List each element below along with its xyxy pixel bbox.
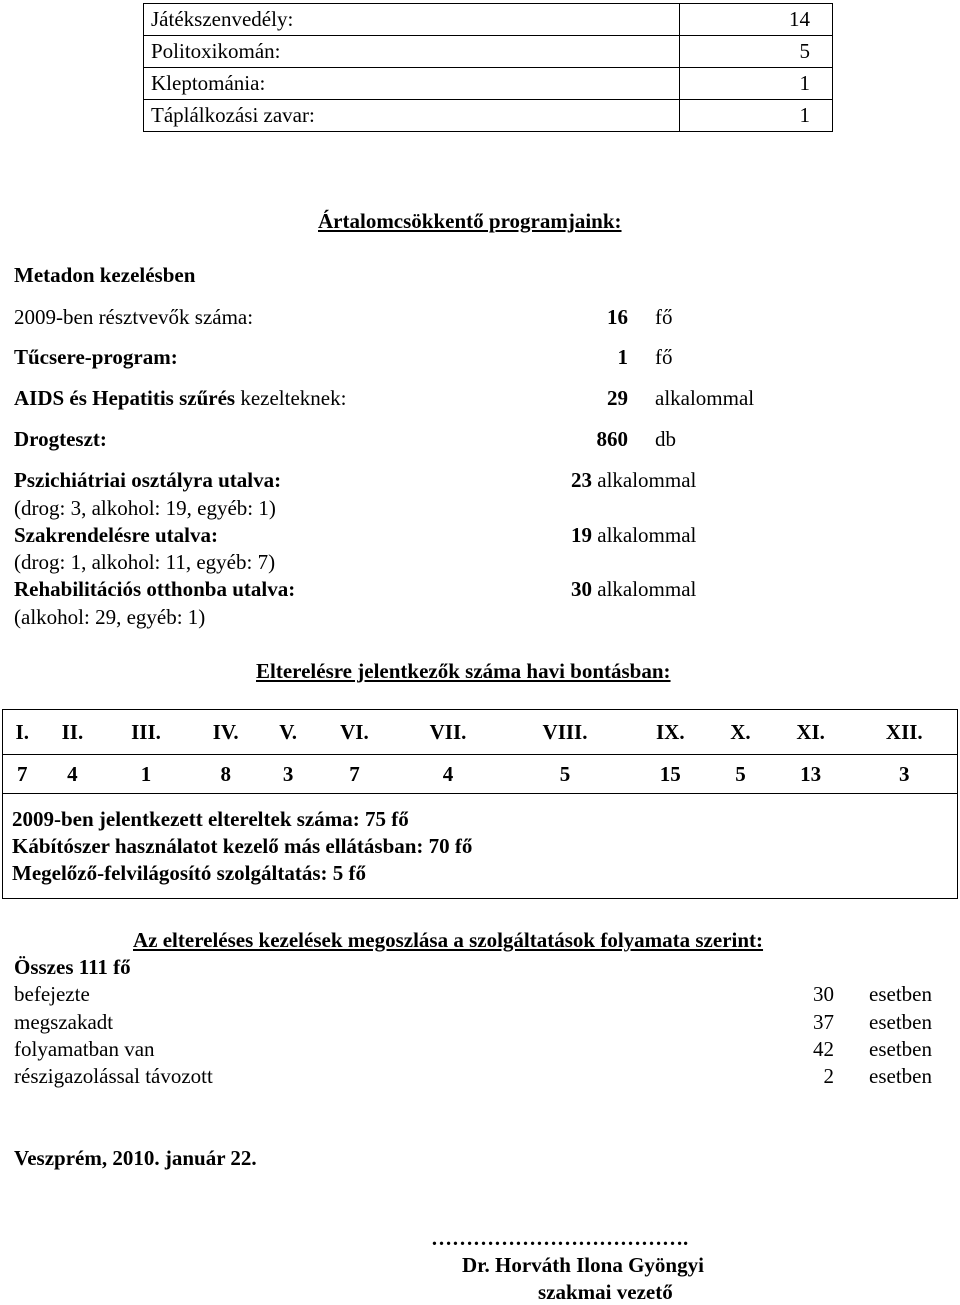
needle-exchange-value: 1 [617,345,628,369]
list-item [14,1064,932,1091]
list-item [14,982,932,1009]
needle-exchange-label: Tűcsere-program: [14,345,178,369]
participants-value: 16 [607,305,628,329]
month-label: II. [61,719,84,744]
row-label: Játékszenvedély: [144,4,680,36]
month-label: III. [131,719,161,744]
month-label: V. [279,719,297,744]
month-count-row [3,755,957,794]
month-count: 4 [395,755,500,794]
place-date: Veszprém, 2010. január 22. [14,1146,257,1170]
distribution-total: Összes 111 fő [14,955,131,979]
distribution-label: befejezte [14,982,90,1006]
monthly-breakdown-box [2,709,958,899]
drug-test-value: 860 [596,427,628,451]
addiction-type-table [143,3,833,132]
psychiatric-referral-label: Pszichiátriai osztályra utalva: [14,468,282,492]
distribution-label: részigazolással távozott [14,1064,213,1088]
month-count: 1 [103,755,188,794]
screening-label [14,386,346,411]
distribution-unit: esetben [869,1064,932,1088]
month-count: 4 [41,755,103,794]
table-row [144,100,833,132]
distribution-value: 37 [813,1010,834,1034]
distribution-unit: esetben [869,1010,932,1034]
month-label: IX. [655,719,685,744]
psychiatric-referral-count [571,468,696,493]
summary-line: Megelőző-felvilágosító szolgáltatás: 5 fő [12,861,366,885]
screening-label-bold: AIDS és Hepatitis szűrés [14,386,236,410]
month-count: 7 [314,755,396,794]
distribution-label: folyamatban van [14,1037,155,1061]
screening-unit: alkalommal [655,386,755,410]
summary-line: Kábítószer használatot kezelő más ellátásban: 70 fő [12,834,473,858]
month-count: 13 [770,755,852,794]
month-label: I. [15,719,29,744]
distribution-label: megszakadt [14,1010,114,1034]
month-count: 5 [501,755,630,794]
distribution-heading: Az eltereléses kezelések megoszlása a szolgáltatások folyamata szerint: [133,928,764,952]
outpatient-referral-label: Szakrendelésre utalva: [14,523,218,547]
rehab-referral-count [571,577,696,602]
distribution-unit: esetben [869,982,932,1006]
month-header-row [3,710,957,755]
referral-unit: alkalommal [597,523,697,547]
signatory-title: szakmai vezető [538,1280,673,1304]
referral-unit: alkalommal [597,577,697,601]
referral-unit: alkalommal [597,468,697,492]
participants-unit: fő [655,305,673,329]
month-count: 5 [711,755,769,794]
distribution-value: 30 [813,982,834,1006]
diversion-heading: Elterelésre jelentkezők száma havi bontásban: [256,659,671,683]
outpatient-referral-count [571,523,696,548]
participants-label: 2009-ben résztvevők száma: [14,305,254,329]
row-value: 1 [680,100,833,132]
referral-value: 30 [571,577,592,601]
summary-line: 2009-ben jelentkezett eltereltek száma: 75 fő [12,807,409,831]
drug-test-unit: db [655,427,676,451]
month-label: X. [730,719,751,744]
row-label: Kleptománia: [144,68,680,100]
distribution-value: 2 [823,1064,834,1088]
metadon-label: Metadon kezelésben [14,263,196,287]
month-count: 3 [263,755,314,794]
month-count: 8 [189,755,263,794]
month-count: 15 [629,755,711,794]
psychiatric-referral-detail: (drog: 3, alkohol: 19, egyéb: 1) [14,496,276,520]
rehab-referral-detail: (alkohol: 29, egyéb: 1) [14,605,206,629]
harm-reduction-heading: Ártalomcsökkentő programjaink: [318,209,622,233]
month-label: IV. [212,719,239,744]
referral-value: 23 [571,468,592,492]
month-label: VII. [429,719,467,744]
month-label: XI. [796,719,825,744]
row-label: Politoxikomán: [144,36,680,68]
row-label: Táplálkozási zavar: [144,100,680,132]
list-item [14,1010,932,1037]
month-label: VIII. [542,719,588,744]
drug-test-label: Drogteszt: [14,427,107,451]
rehab-referral-label: Rehabilitációs otthonba utalva: [14,577,296,601]
row-value: 5 [680,36,833,68]
distribution-unit: esetben [869,1037,932,1061]
row-value: 14 [680,4,833,36]
month-label: VI. [340,719,369,744]
month-label: XII. [885,719,923,744]
month-count: 3 [852,755,957,794]
referral-value: 19 [571,523,592,547]
screening-label-rest: kezelteknek: [235,386,347,410]
distribution-value: 42 [813,1037,834,1061]
needle-exchange-unit: fő [655,345,673,369]
list-item [14,1037,932,1064]
outpatient-referral-detail: (drog: 1, alkohol: 11, egyéb: 7) [14,550,276,574]
signature-line: ………………………………. [431,1226,689,1250]
table-row [144,68,833,100]
month-count: 7 [3,755,41,794]
table-row [144,4,833,36]
signatory-name: Dr. Horváth Ilona Gyöngyi [462,1253,704,1277]
screening-value: 29 [607,386,628,410]
table-row [144,36,833,68]
monthly-table [3,710,957,794]
row-value: 1 [680,68,833,100]
